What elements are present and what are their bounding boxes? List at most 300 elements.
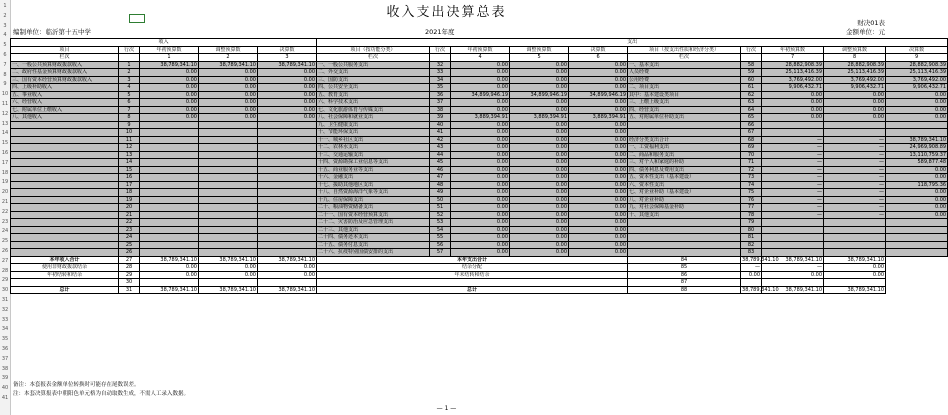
row-no[interactable]: 5	[119, 91, 140, 99]
row-no[interactable]: 43	[430, 144, 451, 152]
econ-budget-start[interactable]	[762, 241, 824, 249]
income-item[interactable]	[11, 196, 119, 204]
expense-econ-item[interactable]: 八、对企业补助	[628, 196, 741, 204]
income-budget-start[interactable]	[140, 219, 199, 227]
income-budget-start[interactable]	[140, 121, 199, 129]
income-final[interactable]	[258, 121, 317, 129]
income-budget-start[interactable]	[140, 151, 199, 159]
income-item[interactable]: 一、一般公共预算财政拨款收入	[11, 61, 119, 69]
expense-final[interactable]: 0.00	[569, 84, 628, 92]
row-no[interactable]: 74	[741, 181, 762, 189]
expense-budget-start[interactable]: 0.00	[451, 121, 510, 129]
row-no[interactable]: 41	[430, 129, 451, 137]
income-budget-start[interactable]	[140, 189, 199, 197]
income-budget-adj[interactable]	[199, 211, 258, 219]
summary-income-item[interactable]: 本年收入合计	[11, 256, 119, 264]
income-item[interactable]	[11, 181, 119, 189]
summary-income-budget-start[interactable]: 38,789,341.10	[140, 286, 199, 294]
income-budget-start[interactable]	[140, 159, 199, 167]
income-budget-start[interactable]: 0.00	[140, 91, 199, 99]
expense-final[interactable]: 0.00	[569, 249, 628, 257]
row-no[interactable]: 70	[741, 151, 762, 159]
row-no[interactable]: 30	[119, 279, 140, 287]
summary-income-final[interactable]: 0.00	[258, 264, 317, 272]
row-no[interactable]: 44	[430, 151, 451, 159]
expense-budget-adj[interactable]: 0.00	[510, 151, 569, 159]
econ-final[interactable]: 0.00	[886, 196, 948, 204]
expense-final[interactable]: 0.00	[569, 69, 628, 77]
econ-budget-adj[interactable]: —	[824, 144, 886, 152]
income-budget-start[interactable]: 0.00	[140, 106, 199, 114]
row-no[interactable]: 9	[119, 121, 140, 129]
expense-econ-item[interactable]	[628, 219, 741, 227]
income-budget-adj[interactable]: 38,789,341.10	[199, 61, 258, 69]
expense-econ-item[interactable]	[628, 241, 741, 249]
expense-econ-item[interactable]: 一、基本支出	[628, 61, 741, 69]
summary-expense-item[interactable]	[317, 279, 628, 287]
income-budget-start[interactable]: 0.00	[140, 84, 199, 92]
row-no[interactable]: 77	[741, 204, 762, 212]
row-no[interactable]: 6	[119, 99, 140, 107]
expense-budget-start[interactable]: 34,899,946.19	[451, 91, 510, 99]
row-no[interactable]: 23	[119, 226, 140, 234]
income-final[interactable]	[258, 219, 317, 227]
income-budget-adj[interactable]	[199, 189, 258, 197]
expense-final[interactable]: 0.00	[569, 226, 628, 234]
summary-expense-budget-adj[interactable]: 38,789,341.10	[762, 286, 824, 294]
expense-budget-adj[interactable]: 0.00	[510, 181, 569, 189]
income-budget-adj[interactable]	[199, 166, 258, 174]
income-budget-adj[interactable]	[199, 226, 258, 234]
income-final[interactable]	[258, 181, 317, 189]
econ-final[interactable]	[886, 219, 948, 227]
expense-econ-item[interactable]: 七、对企业补助（基本建设）	[628, 189, 741, 197]
row-no[interactable]: 33	[430, 69, 451, 77]
income-item[interactable]	[11, 129, 119, 137]
expense-func-item[interactable]: 十五、商业服务业等支出	[317, 166, 430, 174]
econ-final[interactable]: 3,769,492.00	[886, 76, 948, 84]
expense-econ-item[interactable]: 五、资本性支出（基本建设）	[628, 174, 741, 182]
summary-expense-item[interactable]: 总计	[317, 286, 628, 294]
row-no[interactable]: 22	[119, 219, 140, 227]
income-final[interactable]	[258, 226, 317, 234]
econ-budget-start[interactable]	[762, 121, 824, 129]
econ-final[interactable]: 9,906,432.71	[886, 84, 948, 92]
expense-func-item[interactable]: 二十一、国有资本经营预算支出	[317, 211, 430, 219]
income-item[interactable]	[11, 151, 119, 159]
income-final[interactable]	[258, 189, 317, 197]
econ-final[interactable]: 0.00	[886, 189, 948, 197]
econ-budget-start[interactable]: 0.00	[762, 106, 824, 114]
row-no[interactable]: 71	[741, 159, 762, 167]
expense-func-item[interactable]: 五、教育支出	[317, 91, 430, 99]
summary-expense-item[interactable]: 年末结转和结余	[317, 271, 628, 279]
row-no[interactable]: 15	[119, 166, 140, 174]
econ-final[interactable]: 0.00	[886, 174, 948, 182]
income-item[interactable]: 八、其他收入	[11, 114, 119, 122]
econ-final[interactable]: 118,795.36	[886, 181, 948, 189]
econ-budget-adj[interactable]: —	[824, 211, 886, 219]
econ-budget-start[interactable]: 0.00	[762, 114, 824, 122]
income-final[interactable]	[258, 136, 317, 144]
expense-budget-adj[interactable]: 0.00	[510, 84, 569, 92]
expense-budget-adj[interactable]: 0.00	[510, 219, 569, 227]
expense-budget-start[interactable]: 0.00	[451, 226, 510, 234]
econ-budget-start[interactable]: 25,113,416.39	[762, 69, 824, 77]
expense-func-item[interactable]: 十九、住房保障支出	[317, 196, 430, 204]
summary-income-budget-adj[interactable]: 0.00	[199, 264, 258, 272]
income-item[interactable]: 四、上级补助收入	[11, 84, 119, 92]
row-no[interactable]: 16	[119, 174, 140, 182]
expense-func-item[interactable]: 二十三、其他支出	[317, 226, 430, 234]
econ-budget-adj[interactable]: —	[824, 174, 886, 182]
row-no[interactable]: 13	[119, 151, 140, 159]
income-budget-start[interactable]	[140, 249, 199, 257]
expense-func-item[interactable]: 二十六、抗疫特别国债安排的支出	[317, 249, 430, 257]
row-no[interactable]: 26	[119, 249, 140, 257]
income-final[interactable]	[258, 166, 317, 174]
summary-income-item[interactable]: 总计	[11, 286, 119, 294]
row-no[interactable]: 83	[741, 249, 762, 257]
row-no[interactable]: 25	[119, 241, 140, 249]
expense-func-item[interactable]: 九、卫生健康支出	[317, 121, 430, 129]
expense-budget-adj[interactable]: 0.00	[510, 189, 569, 197]
income-final[interactable]	[258, 196, 317, 204]
econ-budget-adj[interactable]: 0.00	[824, 106, 886, 114]
expense-func-item[interactable]: 三、国防支出	[317, 76, 430, 84]
expense-budget-adj[interactable]: 0.00	[510, 61, 569, 69]
income-final[interactable]: 0.00	[258, 114, 317, 122]
expense-func-item[interactable]: 十四、资源勘探工业信息等支出	[317, 159, 430, 167]
row-no[interactable]: 19	[119, 196, 140, 204]
expense-budget-start[interactable]: 0.00	[451, 181, 510, 189]
expense-func-item[interactable]: 十一、城乡社区支出	[317, 136, 430, 144]
income-budget-adj[interactable]	[199, 219, 258, 227]
expense-budget-start[interactable]: 0.00	[451, 84, 510, 92]
econ-budget-start[interactable]: —	[762, 189, 824, 197]
income-budget-adj[interactable]	[199, 151, 258, 159]
row-no[interactable]: 3	[119, 76, 140, 84]
income-final[interactable]	[258, 144, 317, 152]
income-item[interactable]	[11, 219, 119, 227]
row-no[interactable]: 20	[119, 204, 140, 212]
expense-budget-start[interactable]: 0.00	[451, 129, 510, 137]
row-no[interactable]: 75	[741, 189, 762, 197]
econ-budget-adj[interactable]: 0.00	[824, 114, 886, 122]
summary-expense-budget-start[interactable]	[741, 279, 762, 287]
expense-econ-item[interactable]: 三、对个人和家庭的补助	[628, 159, 741, 167]
income-budget-adj[interactable]	[199, 241, 258, 249]
econ-final[interactable]: 25,113,416.39	[886, 69, 948, 77]
expense-final[interactable]: 0.00	[569, 136, 628, 144]
income-budget-adj[interactable]	[199, 144, 258, 152]
income-budget-adj[interactable]	[199, 249, 258, 257]
income-final[interactable]	[258, 211, 317, 219]
econ-budget-start[interactable]	[762, 226, 824, 234]
expense-econ-item[interactable]	[628, 234, 741, 242]
expense-budget-adj[interactable]: 0.00	[510, 166, 569, 174]
summary-expense-budget-adj[interactable]	[762, 279, 824, 287]
summary-expense-budget-start[interactable]: —	[741, 264, 762, 272]
income-final[interactable]	[258, 151, 317, 159]
row-no[interactable]: 59	[741, 69, 762, 77]
expense-budget-adj[interactable]: 0.00	[510, 211, 569, 219]
income-final[interactable]	[258, 159, 317, 167]
row-no[interactable]: 27	[119, 256, 140, 264]
summary-income-item[interactable]: 年初结转和结余	[11, 271, 119, 279]
econ-final[interactable]: 38,789,341.10	[886, 136, 948, 144]
income-budget-start[interactable]	[140, 174, 199, 182]
summary-expense-item[interactable]: 结余分配	[317, 264, 628, 272]
income-item[interactable]	[11, 136, 119, 144]
income-budget-start[interactable]	[140, 234, 199, 242]
expense-budget-start[interactable]: 0.00	[451, 159, 510, 167]
income-item[interactable]: 六、经营收入	[11, 99, 119, 107]
income-final[interactable]	[258, 241, 317, 249]
income-budget-adj[interactable]: 0.00	[199, 84, 258, 92]
econ-budget-start[interactable]: —	[762, 204, 824, 212]
income-budget-start[interactable]	[140, 241, 199, 249]
expense-budget-adj[interactable]: 0.00	[510, 159, 569, 167]
income-item[interactable]: 七、附属单位上缴收入	[11, 106, 119, 114]
income-final[interactable]: 38,789,341.10	[258, 61, 317, 69]
summary-income-item[interactable]	[11, 279, 119, 287]
row-no[interactable]: 82	[741, 241, 762, 249]
summary-expense-budget-adj[interactable]: 38,789,341.10	[762, 256, 824, 264]
expense-budget-start[interactable]: 0.00	[451, 61, 510, 69]
row-no[interactable]: 61	[741, 84, 762, 92]
selected-cell[interactable]	[129, 14, 145, 23]
expense-econ-item[interactable]: 人员经费	[628, 69, 741, 77]
expense-final[interactable]: 0.00	[569, 151, 628, 159]
income-budget-adj[interactable]	[199, 136, 258, 144]
econ-budget-start[interactable]	[762, 129, 824, 137]
income-budget-start[interactable]: 38,789,341.10	[140, 61, 199, 69]
summary-income-budget-start[interactable]: 38,789,341.10	[140, 256, 199, 264]
income-budget-start[interactable]	[140, 181, 199, 189]
income-budget-adj[interactable]: 0.00	[199, 106, 258, 114]
summary-expense-final[interactable]: 38,789,341.10	[824, 286, 886, 294]
income-budget-start[interactable]	[140, 144, 199, 152]
row-no[interactable]: 80	[741, 226, 762, 234]
row-no[interactable]: 36	[430, 91, 451, 99]
expense-budget-adj[interactable]: 0.00	[510, 249, 569, 257]
expense-budget-start[interactable]: 0.00	[451, 76, 510, 84]
expense-budget-adj[interactable]: 0.00	[510, 174, 569, 182]
row-no[interactable]: 24	[119, 234, 140, 242]
expense-budget-adj[interactable]: 0.00	[510, 144, 569, 152]
econ-final[interactable]: 0.00	[886, 106, 948, 114]
income-item[interactable]: 五、事业收入	[11, 91, 119, 99]
econ-budget-adj[interactable]: 9,906,432.71	[824, 84, 886, 92]
expense-budget-start[interactable]: 0.00	[451, 211, 510, 219]
expense-budget-start[interactable]: 0.00	[451, 106, 510, 114]
econ-final[interactable]: 589,877.48	[886, 159, 948, 167]
row-no[interactable]: 50	[430, 196, 451, 204]
expense-budget-adj[interactable]: 0.00	[510, 99, 569, 107]
expense-func-item[interactable]: 二十五、债务付息支出	[317, 241, 430, 249]
income-final[interactable]: 0.00	[258, 106, 317, 114]
econ-budget-adj[interactable]: —	[824, 136, 886, 144]
row-no[interactable]: 57	[430, 249, 451, 257]
row-no[interactable]: 84	[628, 256, 741, 264]
expense-budget-start[interactable]: 0.00	[451, 99, 510, 107]
expense-func-item[interactable]: 六、科学技术支出	[317, 99, 430, 107]
expense-budget-start[interactable]: 0.00	[451, 69, 510, 77]
row-no[interactable]: 73	[741, 174, 762, 182]
econ-budget-start[interactable]	[762, 234, 824, 242]
expense-func-item[interactable]: 二十二、灾害防治及应急管理支出	[317, 219, 430, 227]
income-budget-adj[interactable]	[199, 204, 258, 212]
summary-income-budget-start[interactable]: 0.00	[140, 264, 199, 272]
econ-final[interactable]	[886, 129, 948, 137]
summary-income-budget-adj[interactable]	[199, 279, 258, 287]
row-no[interactable]: 66	[741, 121, 762, 129]
row-no[interactable]: 8	[119, 114, 140, 122]
econ-budget-start[interactable]: —	[762, 144, 824, 152]
row-no[interactable]: 12	[119, 144, 140, 152]
expense-final[interactable]: 0.00	[569, 174, 628, 182]
expense-budget-start[interactable]: 0.00	[451, 249, 510, 257]
expense-econ-item[interactable]: 三、上缴上级支出	[628, 99, 741, 107]
income-final[interactable]	[258, 129, 317, 137]
expense-func-item[interactable]: 八、社会保障和就业支出	[317, 114, 430, 122]
econ-final[interactable]: 13,110,759.37	[886, 151, 948, 159]
expense-budget-start[interactable]: 0.00	[451, 241, 510, 249]
expense-budget-start[interactable]: 0.00	[451, 204, 510, 212]
expense-func-item[interactable]: 七、文化旅游体育与传媒支出	[317, 106, 430, 114]
expense-econ-item[interactable]	[628, 129, 741, 137]
expense-final[interactable]: 0.00	[569, 234, 628, 242]
econ-final[interactable]: 0.00	[886, 211, 948, 219]
row-no[interactable]: 42	[430, 136, 451, 144]
expense-econ-item[interactable]: 六、资本性支出	[628, 181, 741, 189]
income-item[interactable]	[11, 189, 119, 197]
summary-income-budget-adj[interactable]: 0.00	[199, 271, 258, 279]
expense-final[interactable]: 0.00	[569, 129, 628, 137]
row-no[interactable]: 38	[430, 106, 451, 114]
econ-budget-adj[interactable]: —	[824, 196, 886, 204]
income-budget-adj[interactable]	[199, 129, 258, 137]
income-budget-start[interactable]	[140, 136, 199, 144]
econ-final[interactable]: 0.00	[886, 166, 948, 174]
econ-budget-adj[interactable]: 25,113,416.39	[824, 69, 886, 77]
row-no[interactable]: 46	[430, 166, 451, 174]
income-budget-adj[interactable]: 0.00	[199, 69, 258, 77]
expense-final[interactable]: 0.00	[569, 211, 628, 219]
income-budget-adj[interactable]	[199, 196, 258, 204]
income-final[interactable]: 0.00	[258, 84, 317, 92]
expense-final[interactable]: 0.00	[569, 121, 628, 129]
income-budget-adj[interactable]: 0.00	[199, 114, 258, 122]
income-final[interactable]	[258, 204, 317, 212]
expense-func-item[interactable]: 一、一般公共服务支出	[317, 61, 430, 69]
econ-budget-adj[interactable]: 0.00	[824, 99, 886, 107]
row-no[interactable]: 72	[741, 166, 762, 174]
econ-budget-start[interactable]: 9,906,432.71	[762, 84, 824, 92]
expense-final[interactable]: 0.00	[569, 166, 628, 174]
income-final[interactable]: 0.00	[258, 69, 317, 77]
row-no[interactable]: 29	[119, 271, 140, 279]
row-no[interactable]: 40	[430, 121, 451, 129]
summary-income-budget-adj[interactable]: 38,789,341.10	[199, 286, 258, 294]
row-no[interactable]: 78	[741, 211, 762, 219]
expense-econ-item[interactable]: 二、商品和服务支出	[628, 151, 741, 159]
summary-income-final[interactable]: 38,789,341.10	[258, 256, 317, 264]
row-no[interactable]: 1	[119, 61, 140, 69]
row-no[interactable]: 79	[741, 219, 762, 227]
row-no[interactable]: 49	[430, 189, 451, 197]
row-no[interactable]: 11	[119, 136, 140, 144]
income-budget-adj[interactable]	[199, 121, 258, 129]
income-budget-adj[interactable]: 0.00	[199, 76, 258, 84]
econ-final[interactable]	[886, 121, 948, 129]
income-item[interactable]	[11, 174, 119, 182]
expense-budget-adj[interactable]: 0.00	[510, 69, 569, 77]
expense-final[interactable]: 3,889,394.91	[569, 114, 628, 122]
row-no[interactable]: 47	[430, 174, 451, 182]
expense-final[interactable]: 0.00	[569, 181, 628, 189]
expense-budget-start[interactable]: 0.00	[451, 151, 510, 159]
row-no[interactable]: 39	[430, 114, 451, 122]
econ-budget-start[interactable]: —	[762, 211, 824, 219]
income-item[interactable]	[11, 211, 119, 219]
row-no[interactable]: 31	[119, 286, 140, 294]
econ-budget-adj[interactable]: —	[824, 159, 886, 167]
income-budget-start[interactable]: 0.00	[140, 114, 199, 122]
summary-expense-item[interactable]: 本年支出合计	[317, 256, 628, 264]
expense-final[interactable]: 0.00	[569, 144, 628, 152]
expense-budget-start[interactable]: 3,889,394.91	[451, 114, 510, 122]
econ-budget-adj[interactable]: 0.00	[824, 91, 886, 99]
summary-income-final[interactable]	[258, 279, 317, 287]
econ-budget-adj[interactable]: —	[824, 181, 886, 189]
row-no[interactable]: 67	[741, 129, 762, 137]
income-final[interactable]	[258, 249, 317, 257]
expense-budget-start[interactable]: 0.00	[451, 234, 510, 242]
row-no[interactable]: 88	[628, 286, 741, 294]
expense-budget-adj[interactable]: 34,899,946.19	[510, 91, 569, 99]
expense-budget-start[interactable]: 0.00	[451, 196, 510, 204]
econ-budget-adj[interactable]	[824, 219, 886, 227]
row-no[interactable]: 35	[430, 84, 451, 92]
income-item[interactable]: 三、国有资本经营预算财政拨款收入	[11, 76, 119, 84]
econ-final[interactable]: 0.00	[886, 114, 948, 122]
econ-final[interactable]: 24,969,908.89	[886, 144, 948, 152]
expense-econ-item[interactable]: 经济分类支出合计	[628, 136, 741, 144]
row-no[interactable]: 21	[119, 211, 140, 219]
row-no[interactable]: 53	[430, 219, 451, 227]
row-no[interactable]: 52	[430, 211, 451, 219]
expense-func-item[interactable]: 四、公共安全支出	[317, 84, 430, 92]
econ-final[interactable]	[886, 234, 948, 242]
row-no[interactable]: 76	[741, 196, 762, 204]
expense-budget-adj[interactable]: 0.00	[510, 241, 569, 249]
row-no[interactable]: 54	[430, 226, 451, 234]
econ-budget-adj[interactable]: 28,882,908.39	[824, 61, 886, 69]
expense-econ-item[interactable]: 公用经费	[628, 76, 741, 84]
econ-budget-start[interactable]: —	[762, 151, 824, 159]
income-final[interactable]: 0.00	[258, 76, 317, 84]
income-budget-start[interactable]: 0.00	[140, 69, 199, 77]
econ-budget-adj[interactable]	[824, 249, 886, 257]
expense-func-item[interactable]: 十七、援助其他地区支出	[317, 181, 430, 189]
income-budget-start[interactable]	[140, 196, 199, 204]
expense-budget-start[interactable]: 0.00	[451, 174, 510, 182]
income-budget-start[interactable]	[140, 166, 199, 174]
expense-final[interactable]: 0.00	[569, 196, 628, 204]
expense-econ-item[interactable]: 五、对附属单位补助支出	[628, 114, 741, 122]
